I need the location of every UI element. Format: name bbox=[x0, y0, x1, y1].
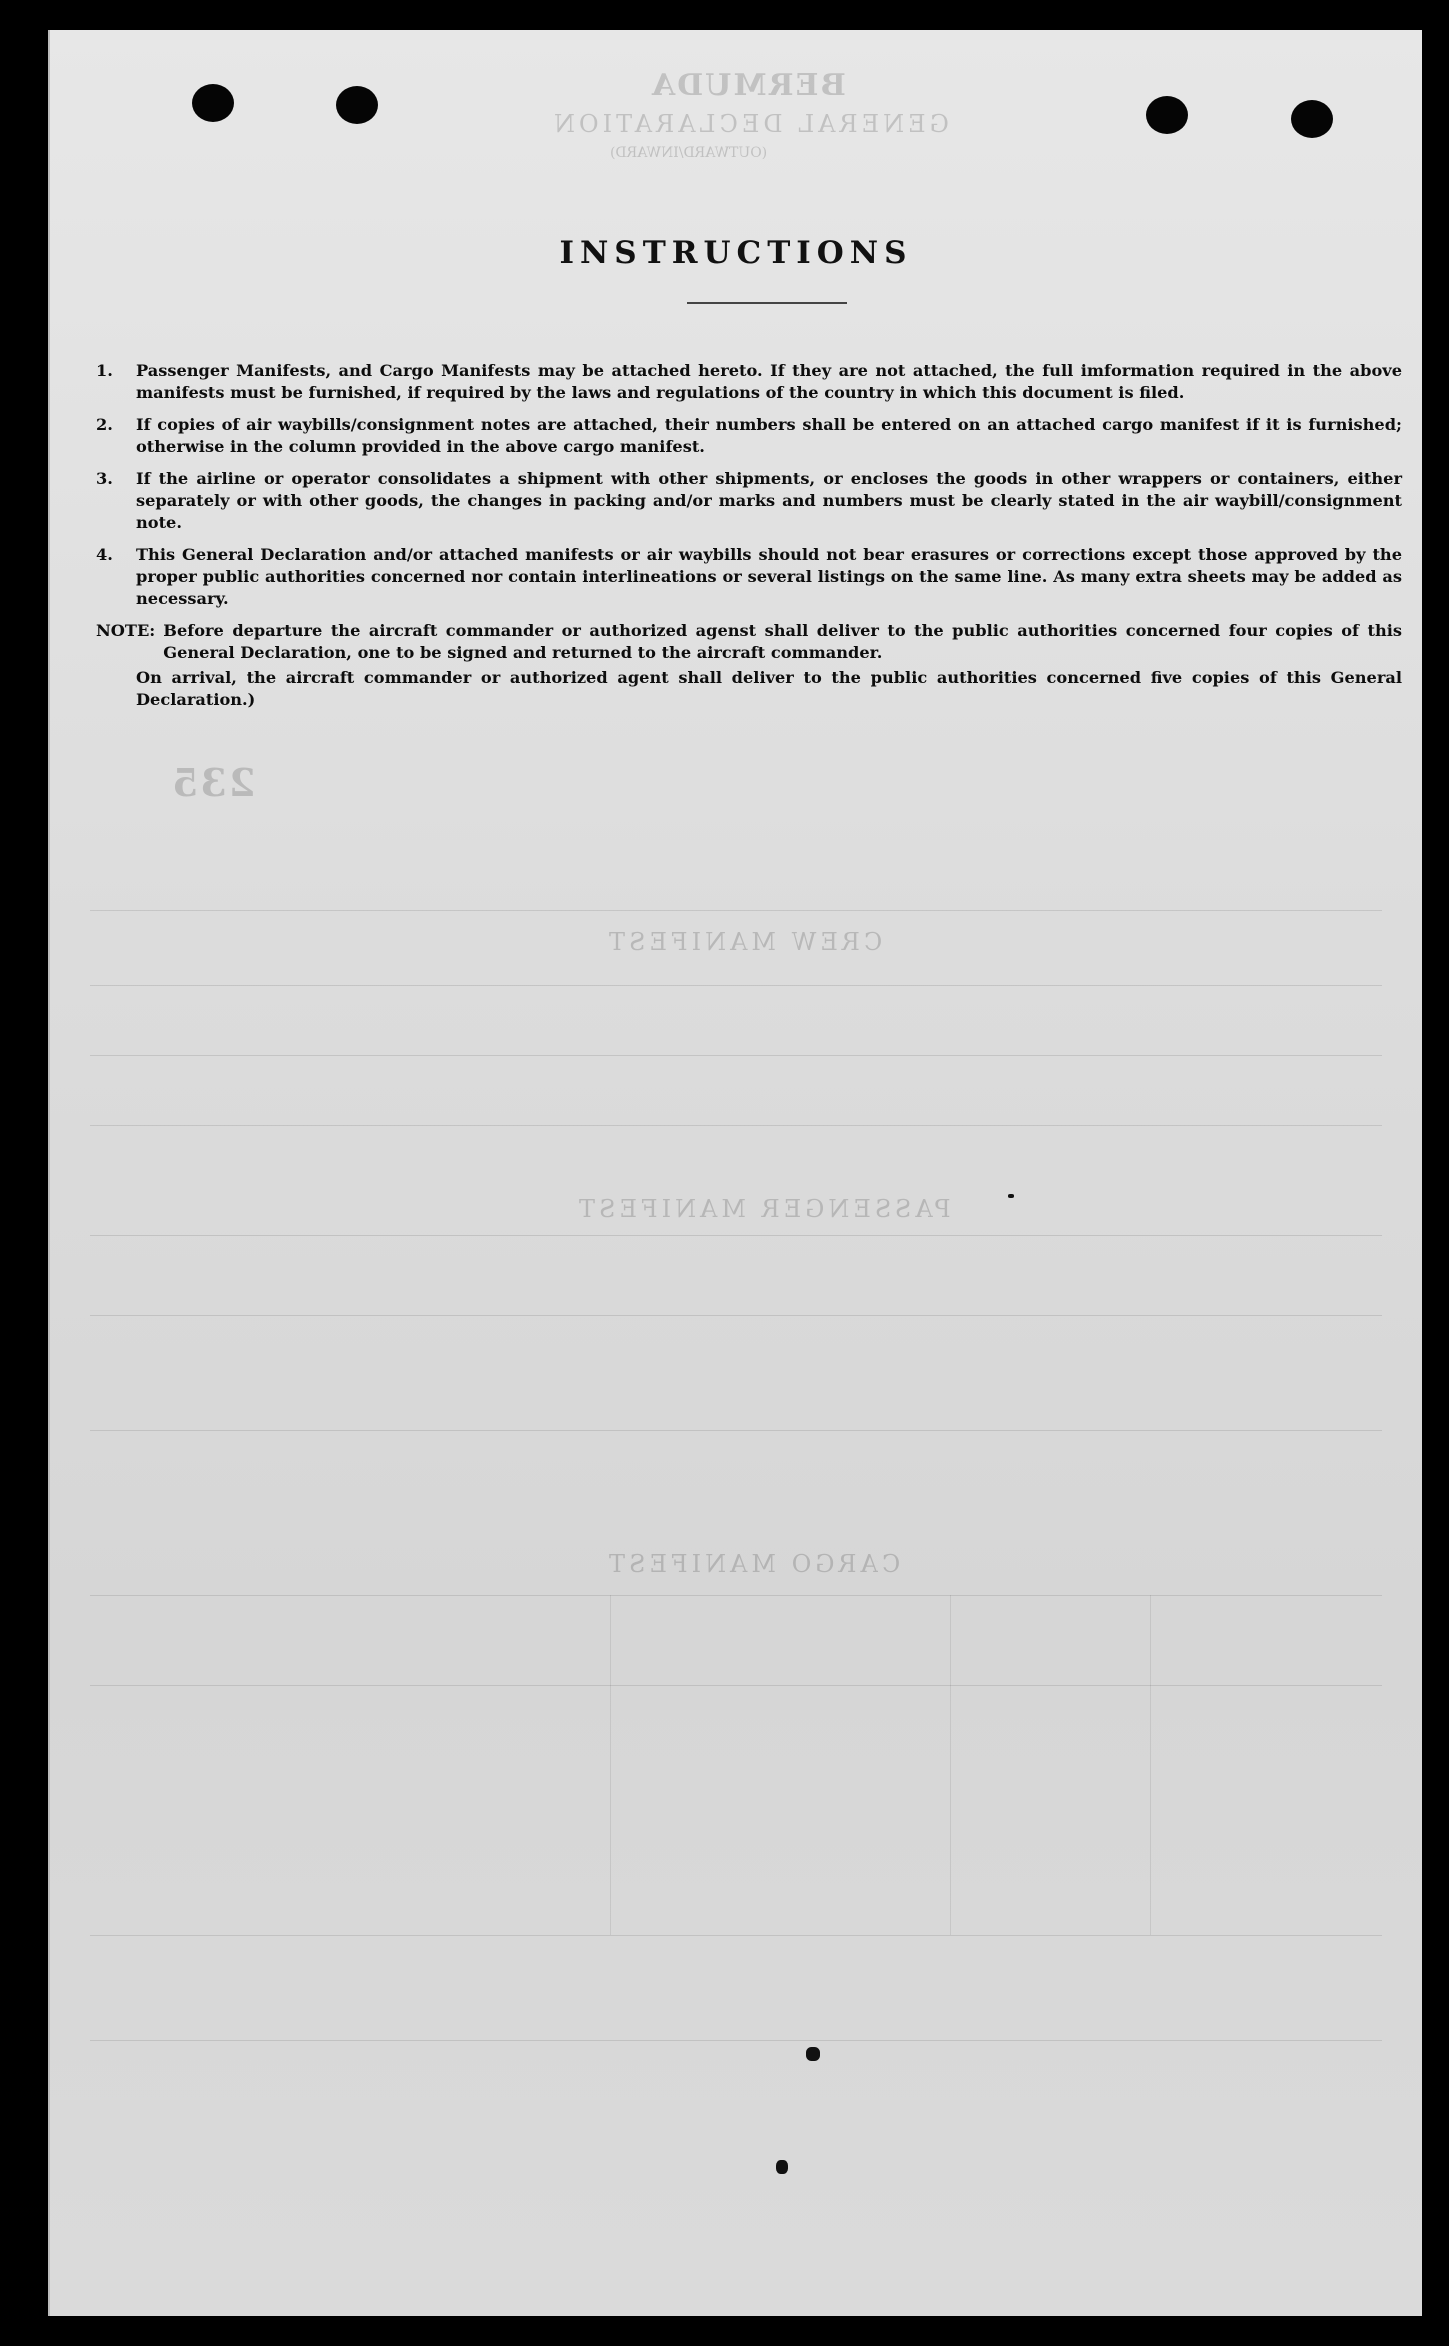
show-through-rule bbox=[90, 1685, 1382, 1686]
page-title: INSTRUCTIONS bbox=[559, 235, 913, 271]
show-through-subheading: GENERAL DECLARATION bbox=[550, 110, 949, 138]
punch-hole-4 bbox=[1291, 100, 1333, 138]
show-through-rule bbox=[90, 985, 1382, 986]
show-through-cargo-manifest: CARGO MANIFEST bbox=[605, 1550, 901, 1578]
instruction-text: This General Declaration and/or attached manifests or air waybills should not bear erasures or corrections except those approved by the proper public authorities concerned nor contain interlineations or several listings on the same line. As many extra sheets may be added as necessary. bbox=[136, 545, 1402, 608]
show-through-rule bbox=[90, 2040, 1382, 2041]
instruction-item bbox=[96, 414, 1402, 458]
show-through-rule bbox=[90, 1315, 1382, 1316]
show-through-rule bbox=[90, 1935, 1382, 1936]
show-through-rule bbox=[90, 1125, 1382, 1126]
show-through-rule bbox=[90, 910, 1382, 911]
instruction-number: 2. bbox=[96, 415, 113, 434]
punch-hole-1 bbox=[192, 84, 234, 122]
show-through-direction: (OUTWARD/INWARD) bbox=[610, 145, 768, 161]
instruction-text: If copies of air waybills/consignment notes are attached, their numbers shall be entered on an attached cargo manifest if it is furnished; otherwise in the column provided in the above cargo manifest. bbox=[136, 415, 1402, 456]
instruction-item bbox=[96, 544, 1402, 610]
instruction-number: 3. bbox=[96, 469, 113, 488]
instructions-list bbox=[96, 360, 1402, 711]
instruction-text: If the airline or operator consolidates a shipment with other shipments, or encloses the goods in other wrappers or containers, either separately or with other goods, the changes in packing and/or marks and numbers must be clearly stated in the air waybill/consignment note. bbox=[136, 469, 1402, 532]
show-through-rule bbox=[90, 1430, 1382, 1431]
instruction-item bbox=[96, 468, 1402, 534]
ink-speck bbox=[1008, 1194, 1014, 1198]
show-through-column-rule bbox=[610, 1595, 611, 1935]
ink-speck bbox=[806, 2047, 820, 2061]
instruction-number: 1. bbox=[96, 361, 113, 380]
show-through-column-rule bbox=[1150, 1595, 1151, 1935]
show-through-heading: BERMUDA bbox=[650, 68, 846, 103]
show-through-crew-manifest: CREW MANIFEST bbox=[605, 928, 883, 956]
show-through-rule bbox=[90, 1235, 1382, 1236]
show-through-stamp-number: 235 bbox=[170, 760, 256, 805]
title-underline bbox=[687, 302, 847, 304]
punch-hole-3 bbox=[1146, 96, 1188, 134]
show-through-column-rule bbox=[950, 1595, 951, 1935]
ink-speck bbox=[776, 2160, 788, 2174]
instruction-item bbox=[96, 360, 1402, 404]
document-page bbox=[48, 30, 1422, 2316]
punch-hole-2 bbox=[336, 86, 378, 124]
instruction-text: Passenger Manifests, and Cargo Manifests may be attached hereto. If they are not attached, the full imformation required in the above manifests must be furnished, if required by the laws and regulations of the country in which this document is filed. bbox=[136, 361, 1402, 402]
note-label: NOTE: bbox=[96, 621, 156, 640]
note-block bbox=[96, 620, 1402, 664]
note-text: Before departure the aircraft commander or authorized agenst shall deliver to the public authorities concerned four copies of this General Declaration, one to be signed and returned to the aircraft commander. bbox=[163, 621, 1402, 662]
show-through-passenger-manifest: PASSENGER MANIFEST bbox=[575, 1195, 951, 1223]
show-through-rule bbox=[90, 1595, 1382, 1596]
note-continuation: On arrival, the aircraft commander or authorized agent shall deliver to the public authorities concerned five copies of this General Declaration.) bbox=[136, 668, 1402, 709]
show-through-rule bbox=[90, 1055, 1382, 1056]
instruction-number: 4. bbox=[96, 545, 113, 564]
